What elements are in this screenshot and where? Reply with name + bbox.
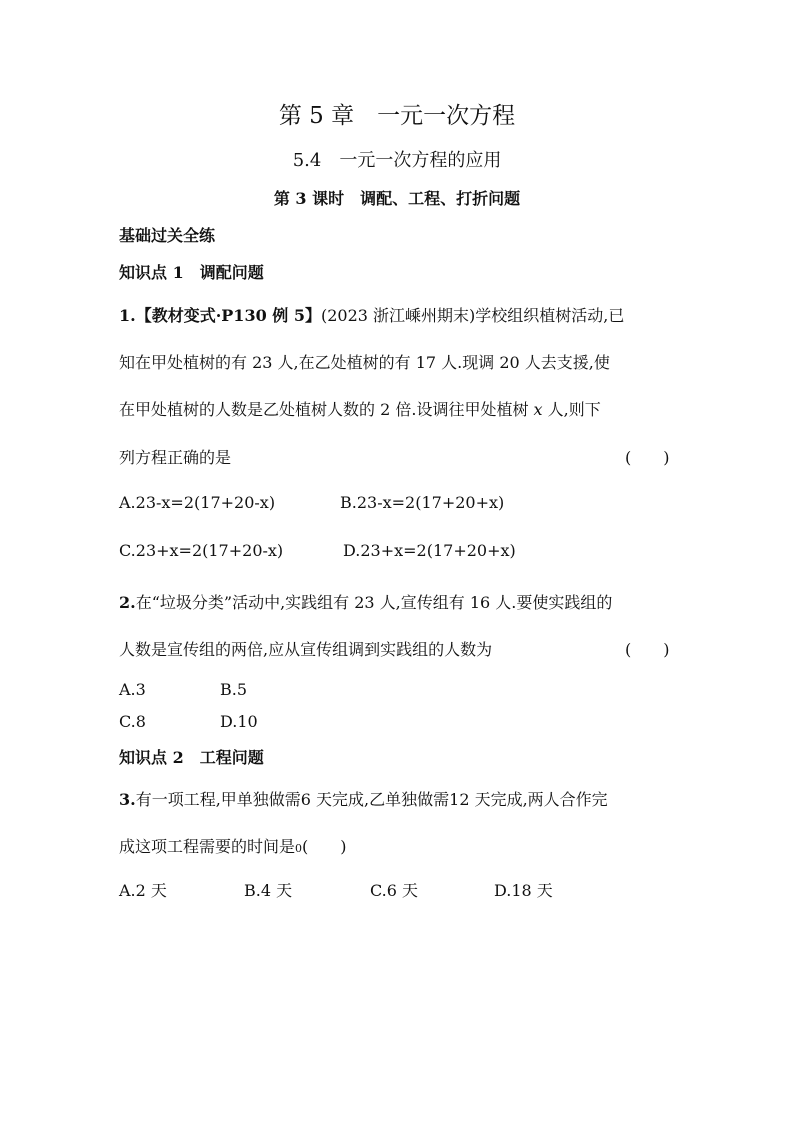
question-1-number: 1. — [119, 306, 136, 325]
question-3-text: 有一项工程,甲单独做需6 天完成,乙单独做需12 天完成,两人合作完 — [135, 790, 608, 809]
question-3-option-c: C.6 天 — [370, 881, 419, 900]
question-1-line-3b: 人,则下 — [542, 400, 601, 419]
question-2-option-a: A.3 — [119, 680, 146, 699]
question-1-option-d: D.23+x=2(17+20+x) — [343, 541, 516, 560]
question-1-answer-blank: ( ) — [625, 448, 670, 467]
question-1-tag: 【教材变式·P130 例 5】 — [135, 306, 321, 325]
lesson-title: 第 3 课时 调配、工程、打折问题 — [273, 189, 521, 208]
question-3-option-d: D.18 天 — [494, 881, 553, 900]
knowledge-point-1-heading: 知识点 1 调配问题 — [119, 263, 264, 282]
question-2-option-d: D.10 — [220, 712, 258, 731]
question-1-option-c: C.23+x=2(17+20-x) — [119, 541, 284, 560]
question-1-line-2: 知在甲处植树的有 23 人,在乙处植树的有 17 人.现调 20 人去支援,使 — [119, 353, 610, 372]
question-2-answer-blank: ( ) — [625, 640, 670, 659]
chapter-title: 第 5 章 一元一次方程 — [278, 103, 516, 129]
knowledge-point-2-heading: 知识点 2 工程问题 — [119, 748, 264, 767]
question-3-number: 3. — [119, 790, 136, 809]
question-1-line-3 — [119, 397, 601, 420]
question-3-line-1 — [119, 787, 608, 810]
question-2-number: 2. — [119, 593, 136, 612]
question-3-option-b: B.4 天 — [244, 881, 293, 900]
question-3-line-2 — [119, 834, 347, 857]
question-2-option-b: B.5 — [220, 680, 248, 699]
question-1-option-a: A.23-x=2(17+20-x) — [119, 493, 276, 512]
variable-x: x — [533, 400, 543, 419]
question-3-line-2-text: 成这项工程需要的时间是 — [119, 837, 296, 856]
question-3-small-zero: 0 — [295, 842, 303, 855]
question-1-line-4: 列方程正确的是 — [119, 448, 232, 467]
question-1-line-1 — [119, 303, 624, 326]
question-2-text: 在“垃圾分类”活动中,实践组有 23 人,宣传组有 16 人.要使实践组的 — [135, 593, 613, 612]
question-3-answer-blank: ( ) — [302, 837, 347, 856]
section-title: 5.4 一元一次方程的应用 — [292, 150, 502, 171]
question-1-option-b: B.23-x=2(17+20+x) — [340, 493, 505, 512]
question-2-line-2: 人数是宣传组的两倍,应从宣传组调到实践组的人数为 — [119, 640, 493, 659]
question-2-option-c: C.8 — [119, 712, 146, 731]
question-2-line-1 — [119, 590, 612, 613]
question-3-option-a: A.2 天 — [119, 881, 167, 900]
question-1-line-3a: 在甲处植树的人数是乙处植树人数的 2 倍.设调往甲处植树 — [119, 400, 534, 419]
question-1-text: (2023 浙江嵊州期末)学校组织植树活动,已 — [320, 306, 625, 325]
practice-heading: 基础过关全练 — [119, 226, 216, 245]
